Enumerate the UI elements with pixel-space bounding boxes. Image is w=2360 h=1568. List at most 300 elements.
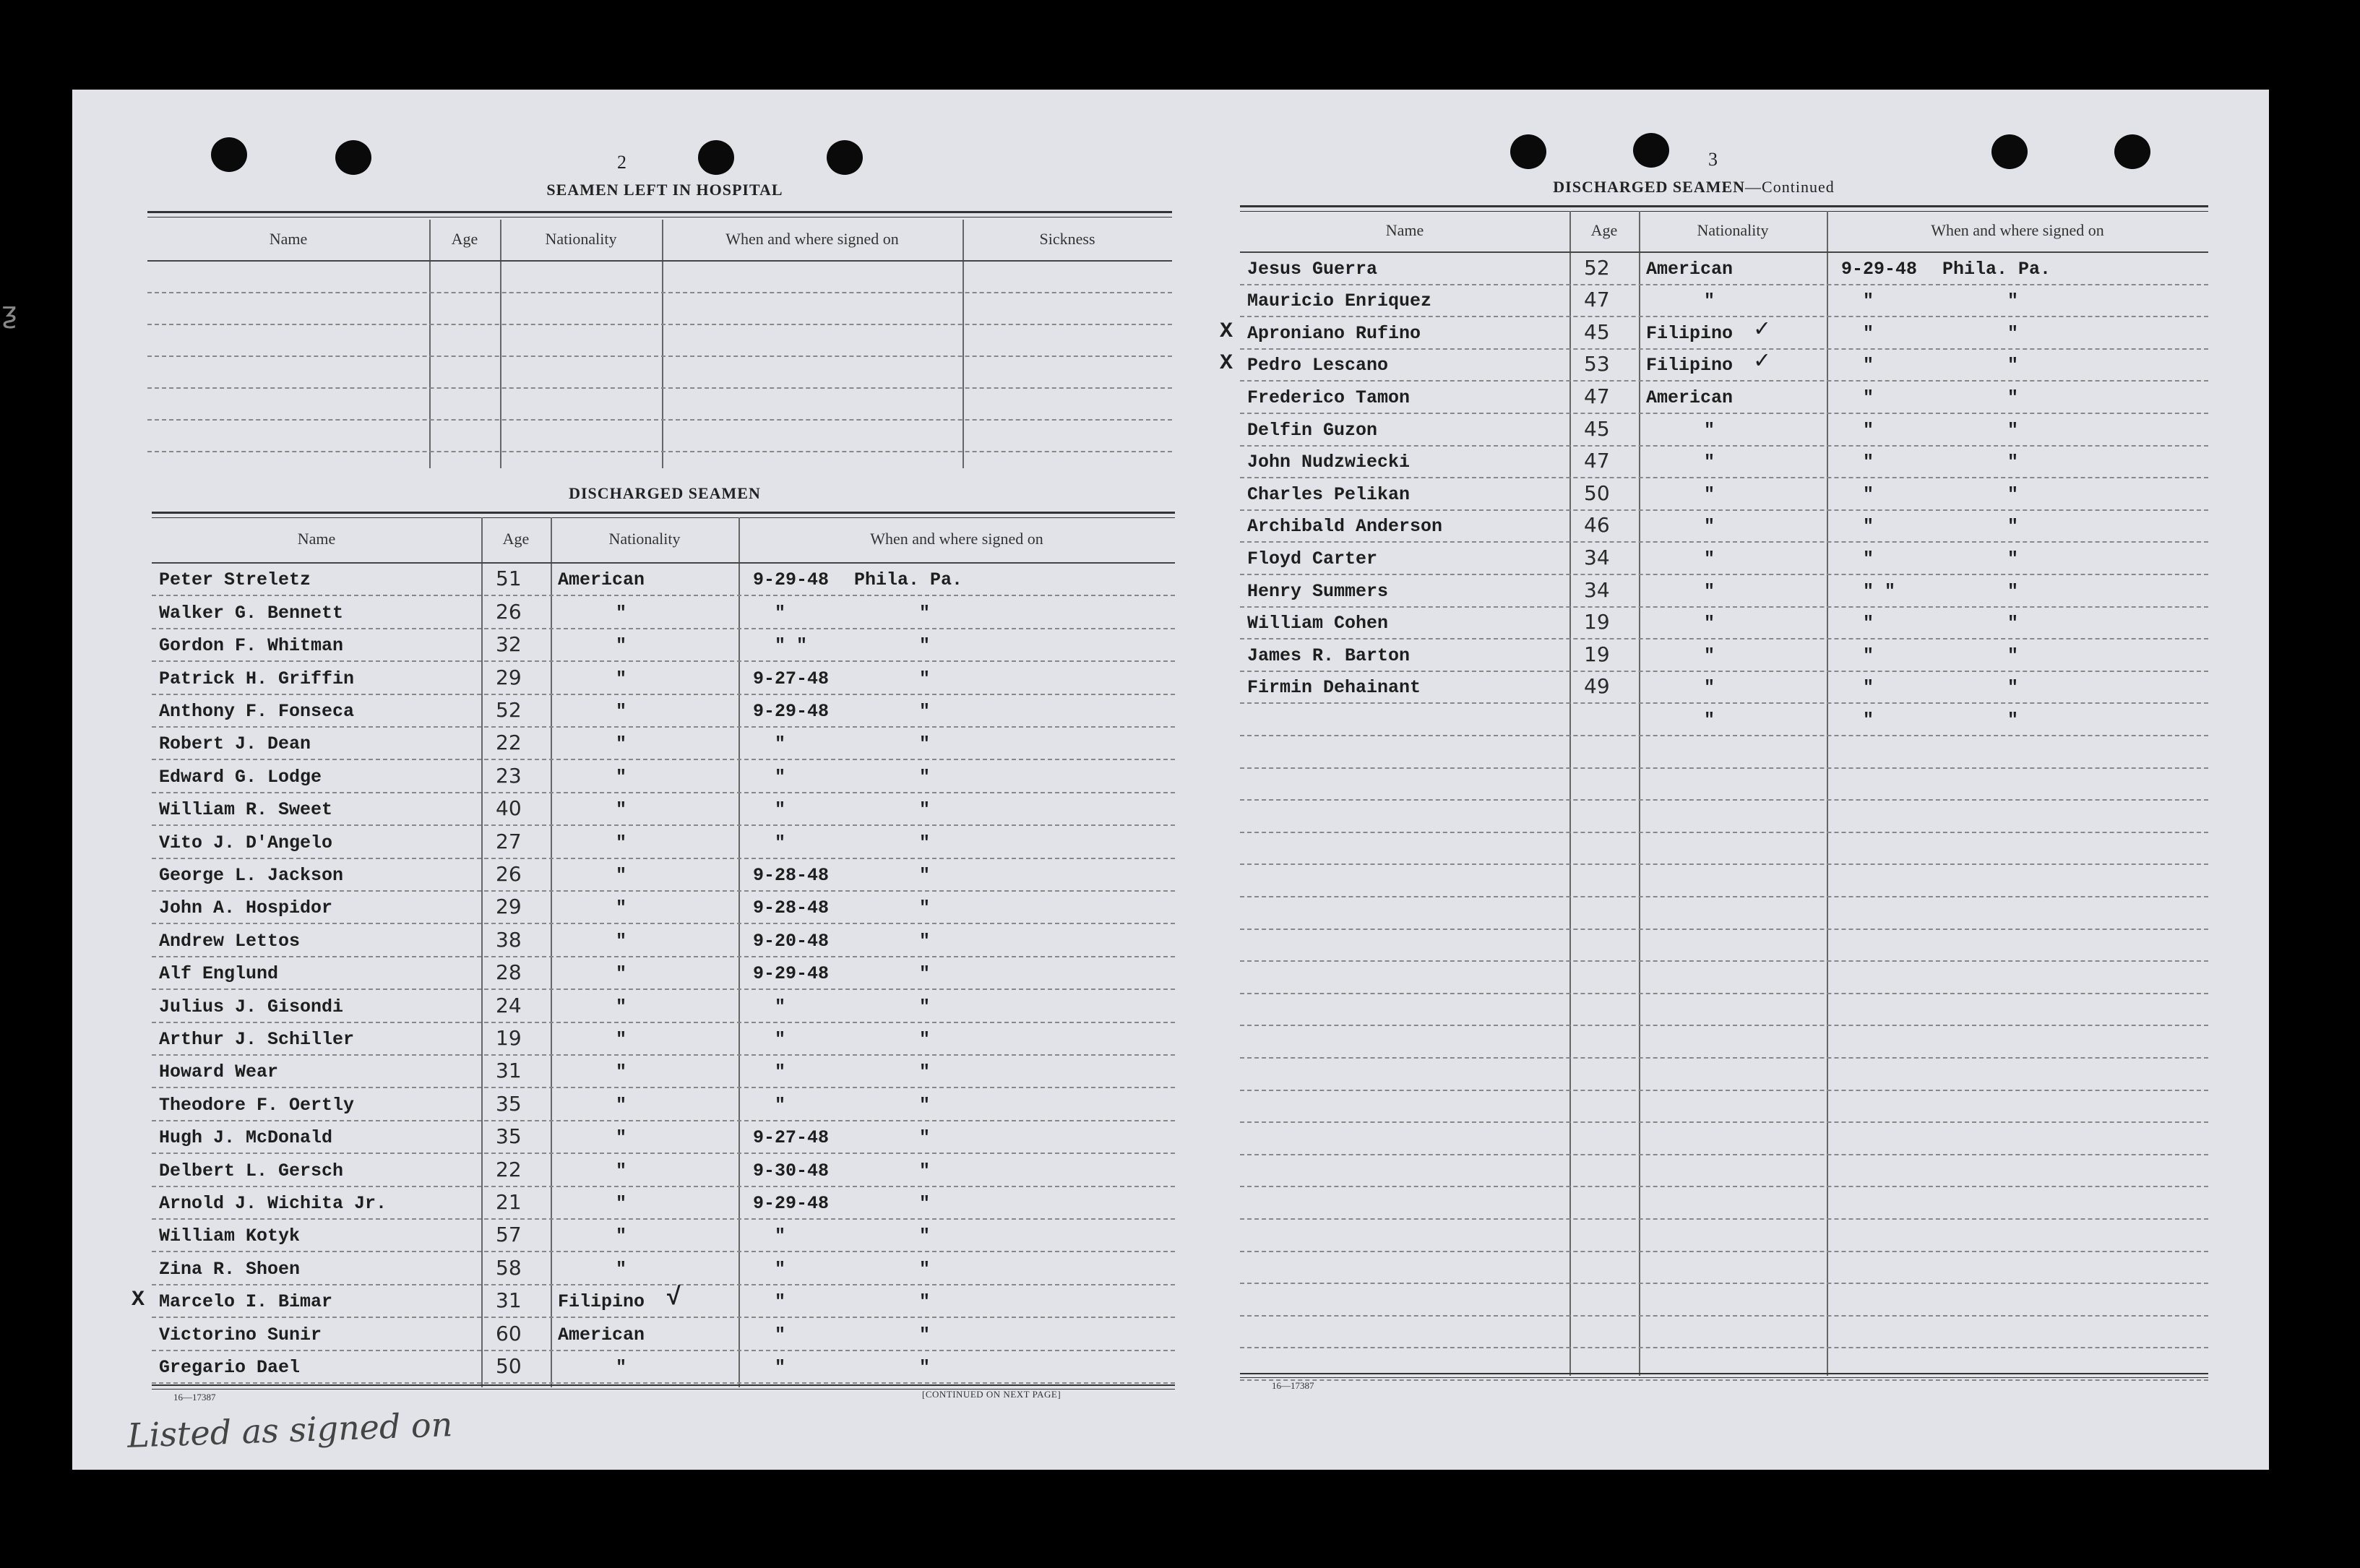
signed-on-date: ": [775, 602, 786, 624]
signed-on-place: ": [919, 635, 931, 657]
seaman-name: Archibald Anderson: [1247, 516, 1443, 538]
seaman-age: 60: [496, 1321, 522, 1345]
seaman-age: 31: [496, 1059, 522, 1083]
seaman-age: 22: [496, 1157, 522, 1181]
signed-on-place: ": [919, 668, 931, 689]
seaman-age: 46: [1584, 513, 1610, 538]
seaman-age: 58: [496, 1255, 522, 1280]
table-row: [1240, 702, 2208, 736]
table-row: [147, 356, 1172, 389]
signed-on-date: 9-29-48: [1841, 258, 1918, 280]
table-row: [1240, 606, 2208, 640]
signed-on-place: ": [919, 1356, 931, 1378]
signed-on-place: ": [2007, 580, 2019, 602]
seaman-age: 35: [496, 1091, 522, 1116]
table-row: [147, 324, 1172, 357]
seaman-nationality: Filipino: [1646, 322, 1734, 344]
seaman-nationality: ": [616, 897, 627, 919]
seaman-nationality: ": [616, 1356, 627, 1378]
table-row: [1240, 380, 2208, 414]
seaman-nationality: ": [1704, 452, 1715, 473]
seaman-nationality: ": [616, 1258, 627, 1280]
table-row: [1240, 251, 2208, 285]
seaman-name: William R. Sweet: [159, 799, 333, 821]
signed-on-place: Phila. Pa.: [854, 569, 963, 591]
seaman-name: Robert J. Dean: [159, 733, 311, 755]
seaman-name: Marcelo I. Bimar: [159, 1291, 333, 1313]
signed-on-date: ": [775, 996, 786, 1017]
page-number: 2: [617, 152, 626, 173]
seaman-nationality: ": [616, 1061, 627, 1083]
signed-on-date: ": [1863, 322, 1874, 344]
seaman-name: Vito J. D'Angelo: [159, 832, 333, 853]
seaman-name: Edward G. Lodge: [159, 766, 322, 788]
signed-on-place: ": [2007, 483, 2019, 505]
signed-on-date: 9-28-48: [753, 864, 830, 886]
seaman-name: Pedro Lescano: [1247, 355, 1389, 376]
seaman-nationality: ": [616, 930, 627, 952]
signed-on-date: ": [775, 1258, 786, 1280]
hospital-table: [147, 211, 1172, 468]
table-row: [147, 419, 1172, 452]
table-row: [152, 1350, 1175, 1384]
column-header: Age: [502, 530, 530, 548]
signed-on-date: 9-20-48: [753, 930, 830, 952]
signed-on-date: ": [775, 1324, 786, 1345]
table-row: [152, 824, 1175, 858]
seaman-nationality: ": [616, 996, 627, 1017]
table-row: [147, 387, 1172, 421]
seaman-nationality: ": [616, 1127, 627, 1149]
column-header: When and where signed on: [725, 230, 899, 248]
table-row: [1240, 767, 2208, 801]
signed-on-place: ": [919, 832, 931, 853]
seaman-nationality: ": [616, 1160, 627, 1181]
seaman-nationality: ": [616, 1192, 627, 1214]
signed-on-date: ": [1863, 516, 1874, 538]
seaman-name: Arnold J. Wichita Jr.: [159, 1192, 387, 1214]
signed-on-date: ": [775, 1028, 786, 1050]
signed-on-date: ": [775, 1061, 786, 1083]
table-row: [1240, 541, 2208, 575]
table-row: [152, 759, 1175, 793]
signed-on-date: 9-29-48: [753, 963, 830, 985]
seaman-age: 32: [496, 632, 522, 657]
table-row: [1240, 574, 2208, 608]
signed-on-place: ": [919, 963, 931, 985]
signed-on-place: ": [919, 864, 931, 886]
seaman-age: 38: [496, 927, 522, 952]
table-row: [1240, 1283, 2208, 1317]
signed-on-place: ": [919, 930, 931, 952]
signed-on-date: ": [775, 799, 786, 821]
seaman-age: 47: [1584, 384, 1610, 408]
table-row: [152, 792, 1175, 826]
seaman-nationality: ": [616, 700, 627, 722]
punch-hole: [827, 140, 863, 175]
table-row: [1240, 509, 2208, 543]
signed-on-place: ": [2007, 419, 2019, 441]
table-row: [152, 1120, 1175, 1154]
table-row: [1220, 348, 2208, 382]
table-row: [1240, 638, 2208, 672]
table-row: [1240, 1090, 2208, 1124]
column-header: Age: [451, 230, 478, 248]
form-code: 16—17387: [173, 1392, 216, 1403]
table-row: [1240, 832, 2208, 866]
seaman-name: Walker G. Bennett: [159, 602, 344, 624]
table-row: [1240, 1121, 2208, 1155]
seaman-name: Andrew Lettos: [159, 930, 301, 952]
seaman-name: Delfin Guzon: [1247, 419, 1378, 441]
seaman-name: Victorino Sunir: [159, 1324, 322, 1345]
signed-on-place: ": [919, 1258, 931, 1280]
signed-on-date: " ": [775, 635, 808, 657]
punch-hole: [211, 137, 247, 172]
signed-on-date: ": [1863, 709, 1874, 731]
signed-on-date: ": [775, 1225, 786, 1247]
signed-on-place: ": [2007, 322, 2019, 344]
seaman-nationality: ": [1704, 483, 1715, 505]
signed-on-place: ": [919, 1028, 931, 1050]
signed-on-place: ": [2007, 548, 2019, 569]
seaman-nationality: ": [616, 635, 627, 657]
signed-on-date: ": [775, 1094, 786, 1116]
seaman-name: William Kotyk: [159, 1225, 301, 1247]
signed-on-date: ": [775, 1291, 786, 1313]
handwritten-note: Listed as signed on: [126, 1405, 454, 1455]
table-row: [1240, 1218, 2208, 1252]
signed-on-place: ": [2007, 387, 2019, 408]
signed-on-place: ": [919, 1291, 931, 1313]
table-row: [152, 1087, 1175, 1121]
signed-on-place: ": [2007, 452, 2019, 473]
seaman-name: Gordon F. Whitman: [159, 635, 344, 657]
table-row: [152, 988, 1175, 1022]
hospital-title: SEAMEN LEFT IN HOSPITAL: [546, 181, 783, 199]
seaman-age: 21: [496, 1189, 522, 1214]
table-row: [1240, 1154, 2208, 1188]
seaman-age: 49: [1584, 674, 1610, 699]
punch-hole: [2114, 134, 2150, 169]
continued-title: [1491, 178, 1896, 197]
column-header: Name: [1385, 221, 1424, 239]
signed-on-date: 9-28-48: [753, 897, 830, 919]
punch-hole: [1991, 134, 2028, 169]
signed-on-date: ": [1863, 419, 1874, 441]
signed-on-place: ": [2007, 613, 2019, 634]
signed-on-place: ": [919, 799, 931, 821]
signed-on-place: ": [2007, 355, 2019, 376]
seaman-name: Frederico Tamon: [1247, 387, 1411, 408]
seaman-nationality: ": [616, 832, 627, 853]
seaman-name: Jesus Guerra: [1247, 258, 1378, 280]
seaman-nationality: American: [558, 569, 645, 591]
signed-on-place: ": [919, 1127, 931, 1149]
table-row: [1240, 445, 2208, 479]
x-mark: X: [1220, 319, 1233, 344]
signed-on-date: 9-27-48: [753, 668, 830, 689]
signed-on-place: ": [919, 766, 931, 788]
signed-on-place: ": [919, 1225, 931, 1247]
seaman-age: 45: [1584, 416, 1610, 441]
signed-on-date: 9-29-48: [753, 700, 830, 722]
seaman-age: 23: [496, 763, 522, 788]
signed-on-place: Phila. Pa.: [1942, 258, 2051, 280]
seaman-age: 19: [1584, 642, 1610, 666]
seaman-age: 34: [1584, 545, 1610, 569]
signed-on-date: ": [1863, 387, 1874, 408]
table-row: [152, 890, 1175, 924]
table-row: [152, 562, 1175, 596]
seaman-name: Firmin Dehainant: [1247, 677, 1421, 699]
seaman-nationality: ": [616, 1225, 627, 1247]
seaman-age: 26: [496, 861, 522, 886]
signed-on-place: ": [2007, 709, 2019, 731]
discharged-title: DISCHARGED SEAMEN: [569, 484, 761, 502]
continued-note: [CONTINUED ON NEXT PAGE]: [922, 1389, 1061, 1400]
column-header: When and where signed on: [1931, 221, 2104, 239]
signed-on-place: ": [919, 733, 931, 755]
seaman-name: John Nudzwiecki: [1247, 452, 1411, 473]
seaman-nationality: ": [1704, 516, 1715, 538]
table-row: [152, 1251, 1175, 1285]
seaman-nationality: Filipino: [558, 1291, 645, 1313]
seaman-age: 29: [496, 665, 522, 689]
seaman-name: Floyd Carter: [1247, 548, 1378, 569]
x-mark: X: [132, 1288, 145, 1313]
table-row: [152, 660, 1175, 694]
seaman-nationality: ": [616, 864, 627, 886]
seaman-age: 51: [496, 567, 522, 591]
seaman-nationality: ": [1704, 419, 1715, 441]
discharged-table: [132, 512, 1175, 1387]
seaman-age: 57: [496, 1223, 522, 1247]
signed-on-place: ": [919, 897, 931, 919]
seaman-name: Hugh J. McDonald: [159, 1127, 333, 1149]
seaman-name: Aproniano Rufino: [1247, 322, 1421, 344]
seaman-name: Anthony F. Fonseca: [159, 700, 355, 722]
seaman-age: 26: [496, 599, 522, 624]
punch-hole: [698, 140, 734, 175]
signed-on-date: 9-29-48: [753, 1192, 830, 1214]
page-number: 3: [1708, 149, 1718, 170]
seaman-name: Alf Englund: [159, 963, 279, 985]
seaman-age: 50: [496, 1353, 522, 1378]
seaman-age: 19: [1584, 610, 1610, 634]
table-row: [1240, 1251, 2208, 1285]
continued-title-main: DISCHARGED SEAMEN: [1553, 178, 1746, 196]
seaman-name: Charles Pelikan: [1247, 483, 1411, 505]
seaman-age: 47: [1584, 449, 1610, 473]
signed-on-date: ": [1863, 548, 1874, 569]
column-header: Name: [297, 530, 336, 548]
table-row: [152, 956, 1175, 990]
signed-on-place: ": [2007, 677, 2019, 699]
signed-on-date: ": [775, 832, 786, 853]
document-sheet: [72, 90, 2269, 1470]
seaman-nationality: ": [616, 963, 627, 985]
seaman-nationality: Filipino: [1646, 355, 1734, 376]
signed-on-date: 9-30-48: [753, 1160, 830, 1181]
check-mark: ✓: [1754, 316, 1770, 344]
seaman-nationality: ": [616, 766, 627, 788]
table-row: [1240, 284, 2208, 318]
signed-on-place: ": [919, 1324, 931, 1345]
seaman-name: Howard Wear: [159, 1061, 279, 1083]
signed-on-place: ": [919, 602, 931, 624]
column-header: Name: [269, 230, 308, 248]
table-row: [152, 923, 1175, 957]
signed-on-date: ": [1863, 290, 1874, 312]
punch-hole: [1633, 133, 1669, 168]
seaman-nationality: American: [558, 1324, 645, 1345]
seaman-nationality: American: [1646, 387, 1734, 408]
seaman-age: 28: [496, 960, 522, 985]
seaman-nationality: ": [1704, 677, 1715, 699]
table-row: [1240, 929, 2208, 962]
seaman-nationality: ": [616, 1028, 627, 1050]
seaman-age: 31: [496, 1288, 522, 1313]
seaman-nationality: ": [616, 602, 627, 624]
seaman-name: Henry Summers: [1247, 580, 1389, 602]
column-header: Nationality: [608, 530, 681, 548]
table-top-rule: [147, 211, 1172, 217]
seaman-nationality: ": [1704, 548, 1715, 569]
signed-on-place: ": [919, 1160, 931, 1181]
edge-mark: ƺ: [1, 296, 17, 329]
signed-on-date: ": [1863, 613, 1874, 634]
signed-on-date: ": [1863, 355, 1874, 376]
form-code: 16—17387: [1272, 1380, 1314, 1391]
table-row: [152, 628, 1175, 662]
table-row: [1240, 960, 2208, 994]
signed-on-date: ": [1863, 483, 1874, 505]
seaman-nationality: ": [1704, 613, 1715, 634]
seaman-age: 27: [496, 829, 522, 853]
column-header: Sickness: [1039, 230, 1095, 248]
signed-on-date: " ": [1863, 580, 1896, 602]
column-header: Nationality: [545, 230, 617, 248]
seaman-age: 52: [496, 697, 522, 722]
table-row: [1240, 993, 2208, 1027]
seaman-nationality: ": [1704, 290, 1715, 312]
seaman-name: Gregario Dael: [159, 1356, 301, 1378]
punch-hole: [1510, 134, 1546, 169]
column-header: Nationality: [1697, 221, 1769, 239]
seaman-nationality: ": [616, 799, 627, 821]
table-row: [147, 260, 1172, 293]
column-header: When and where signed on: [870, 530, 1043, 548]
seaman-nationality: ": [616, 733, 627, 755]
seaman-nationality: ": [616, 668, 627, 689]
table-row: [152, 858, 1175, 892]
table-row: [152, 1153, 1175, 1186]
seaman-age: 47: [1584, 288, 1610, 312]
seaman-age: 19: [496, 1025, 522, 1050]
column-header: Age: [1590, 221, 1618, 239]
seaman-age: 40: [496, 796, 522, 821]
signed-on-date: ": [1863, 452, 1874, 473]
table-bottom-rule: [1240, 1373, 2208, 1378]
table-row: [1240, 1186, 2208, 1220]
x-mark: X: [1220, 351, 1233, 376]
signed-on-date: ": [1863, 645, 1874, 666]
signed-on-date: ": [775, 766, 786, 788]
seaman-age: 34: [1584, 577, 1610, 602]
seaman-name: William Cohen: [1247, 613, 1389, 634]
check-mark: √: [666, 1285, 681, 1313]
signed-on-date: 9-29-48: [753, 569, 830, 591]
signed-on-place: ": [919, 1061, 931, 1083]
seaman-name: Peter Streletz: [159, 569, 311, 591]
seaman-age: 35: [496, 1124, 522, 1149]
seaman-name: Julius J. Gisondi: [159, 996, 344, 1017]
seaman-name: Zina R. Shoen: [159, 1258, 301, 1280]
check-mark: ✓: [1754, 348, 1770, 376]
signed-on-date: ": [775, 733, 786, 755]
signed-on-place: ": [919, 1094, 931, 1116]
seaman-name: James R. Barton: [1247, 645, 1411, 666]
table-row: [152, 1218, 1175, 1252]
table-row: [1240, 1057, 2208, 1091]
table-row: [1240, 896, 2208, 930]
seaman-nationality: ": [1704, 645, 1715, 666]
table-row: [152, 1022, 1175, 1056]
table-row: [152, 1317, 1175, 1351]
signed-on-place: ": [2007, 645, 2019, 666]
table-row: [152, 1054, 1175, 1088]
table-row: [1240, 1315, 2208, 1349]
seaman-age: 53: [1584, 352, 1610, 376]
seaman-name: Patrick H. Griffin: [159, 668, 355, 689]
signed-on-place: ": [919, 996, 931, 1017]
signed-on-date: 9-27-48: [753, 1127, 830, 1149]
table-row: [1240, 799, 2208, 833]
table-row: [1240, 477, 2208, 511]
seaman-age: 29: [496, 895, 522, 919]
table-row: [147, 292, 1172, 325]
table-row: [1220, 316, 2208, 350]
table-row: [1240, 671, 2208, 705]
seaman-name: George L. Jackson: [159, 864, 344, 886]
punch-hole: [335, 140, 371, 175]
table-row: [132, 1284, 1175, 1318]
signed-on-place: ": [919, 1192, 931, 1214]
seaman-name: John A. Hospidor: [159, 897, 333, 919]
discharged-continued-table: [1220, 205, 2208, 1376]
seaman-age: 24: [496, 993, 522, 1017]
seaman-age: 50: [1584, 481, 1610, 505]
seaman-age: 52: [1584, 255, 1610, 280]
signed-on-place: ": [2007, 516, 2019, 538]
seaman-name: Delbert L. Gersch: [159, 1160, 344, 1181]
table-row: [1240, 413, 2208, 447]
seaman-nationality: ": [616, 1094, 627, 1116]
signed-on-place: ": [2007, 290, 2019, 312]
seaman-age: 45: [1584, 319, 1610, 344]
seaman-name: Mauricio Enriquez: [1247, 290, 1432, 312]
seaman-age: 22: [496, 731, 522, 755]
table-row: [152, 595, 1175, 629]
signed-on-date: ": [775, 1356, 786, 1378]
seaman-nationality: American: [1646, 258, 1734, 280]
seaman-nationality: ": [1704, 709, 1715, 731]
signed-on-date: ": [1863, 677, 1874, 699]
signed-on-place: ": [919, 700, 931, 722]
seaman-nationality: ": [1704, 580, 1715, 602]
table-row: [1240, 735, 2208, 769]
